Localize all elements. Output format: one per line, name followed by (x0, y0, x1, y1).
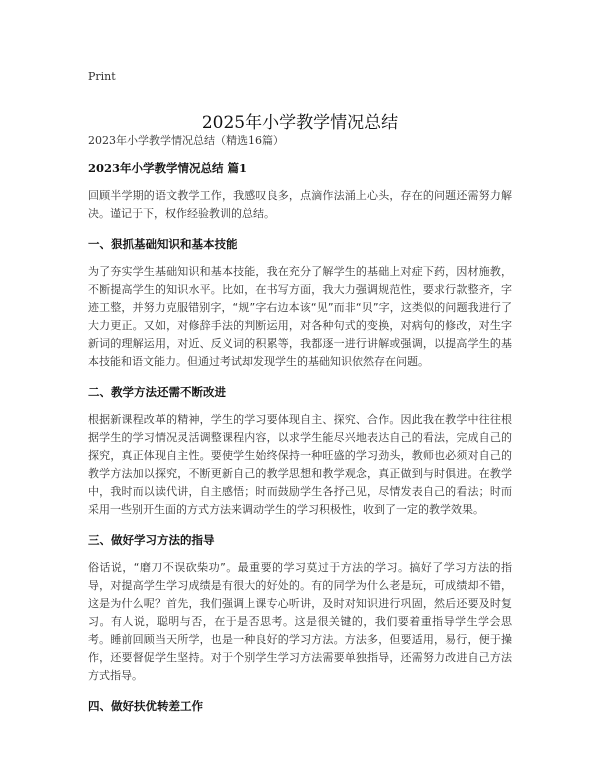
section-heading-1: 一、狠抓基础知识和基本技能 (88, 237, 238, 251)
section-body-1: 为了夯实学生基础知识和基本技能，我在充分了解学生的基础上对症下药，因材施教，不断提高学生的知识水平。比如，在书写方面，我大力强调规范性，要求行款整齐，字迹工整，并努力克服错别字，“规”字右边本该“见”而非“贝”字，这类似的问题我进行了大力更正。又如，对修辞手法的判断运用，对各种句式的变换，对病句的修改，对生字新词的理解运用，对近、反义词的积累等，我都逐一进行讲解或强调，以提高学生的基本技能和语文能力。但通过考试却发现学生的基础知识依然存在问题。 (88, 265, 512, 368)
article-heading: 2023年小学教学情况总结 篇1 (88, 161, 248, 175)
section-heading-3: 三、做好学习方法的指导 (88, 533, 215, 547)
document-title: 2025年小学教学情况总结 (201, 113, 399, 134)
print-link[interactable]: Print (88, 70, 116, 83)
intro-paragraph: 回顾半学期的语文教学工作，我感叹良多，点滴作法涌上心头，存在的问题还需努力解决。谨记于下，权作经验教训的总结。 (88, 189, 512, 220)
section-heading-2: 二、教学方法还需不断改进 (88, 385, 226, 399)
section-body-2: 根据新课程改革的精神，学生的学习要体现自主、探究、合作。因此我在教学中往往根据学生的学习情况灵活调整课程内容，以求学生能尽兴地表达自己的看法，完成自己的探究，真正体现自主性。要使学生始终保持一种旺盛的学习劲头，教师也必须对自己的教学方法加以探究，不断更新自己的教学思想和教学观念，真正做到与时俱进。在教学中，我时而以读代讲，自主感悟；时而鼓励学生各抒己见，尽情发表自己的看法；时而采用一些别开生面的方式方法来调动学生的学习积极性，收到了一定的教学效果。 (88, 413, 512, 516)
document-body (88, 132, 512, 725)
document-subtitle: 2023年小学教学情况总结（精选16篇） (88, 134, 284, 147)
section-heading-4: 四、做好扶优转差工作 (88, 699, 203, 713)
section-body-3: 俗话说，“磨刀不误砍柴功”。最重要的学习莫过于方法的学习。搞好了学习方法的指导，对提高学生学习成绩是有很大的好处的。有的同学为什么老是玩，可成绩却不错，这是为什么呢？首先，我们强调上课专心听讲，及时对知识进行巩固，然后还要及时复习。有人说，聪明与否，在于是否思考。这是很关键的，我们要着重指导学生学会思考。睡前回顾当天所学，也是一种良好的学习方法。方法多，但要适用，易行，便于操作，还要督促学生坚持。对于个别学生学习方法需要单独指导，还需努力改进自己方法方式指导。 (88, 561, 512, 682)
